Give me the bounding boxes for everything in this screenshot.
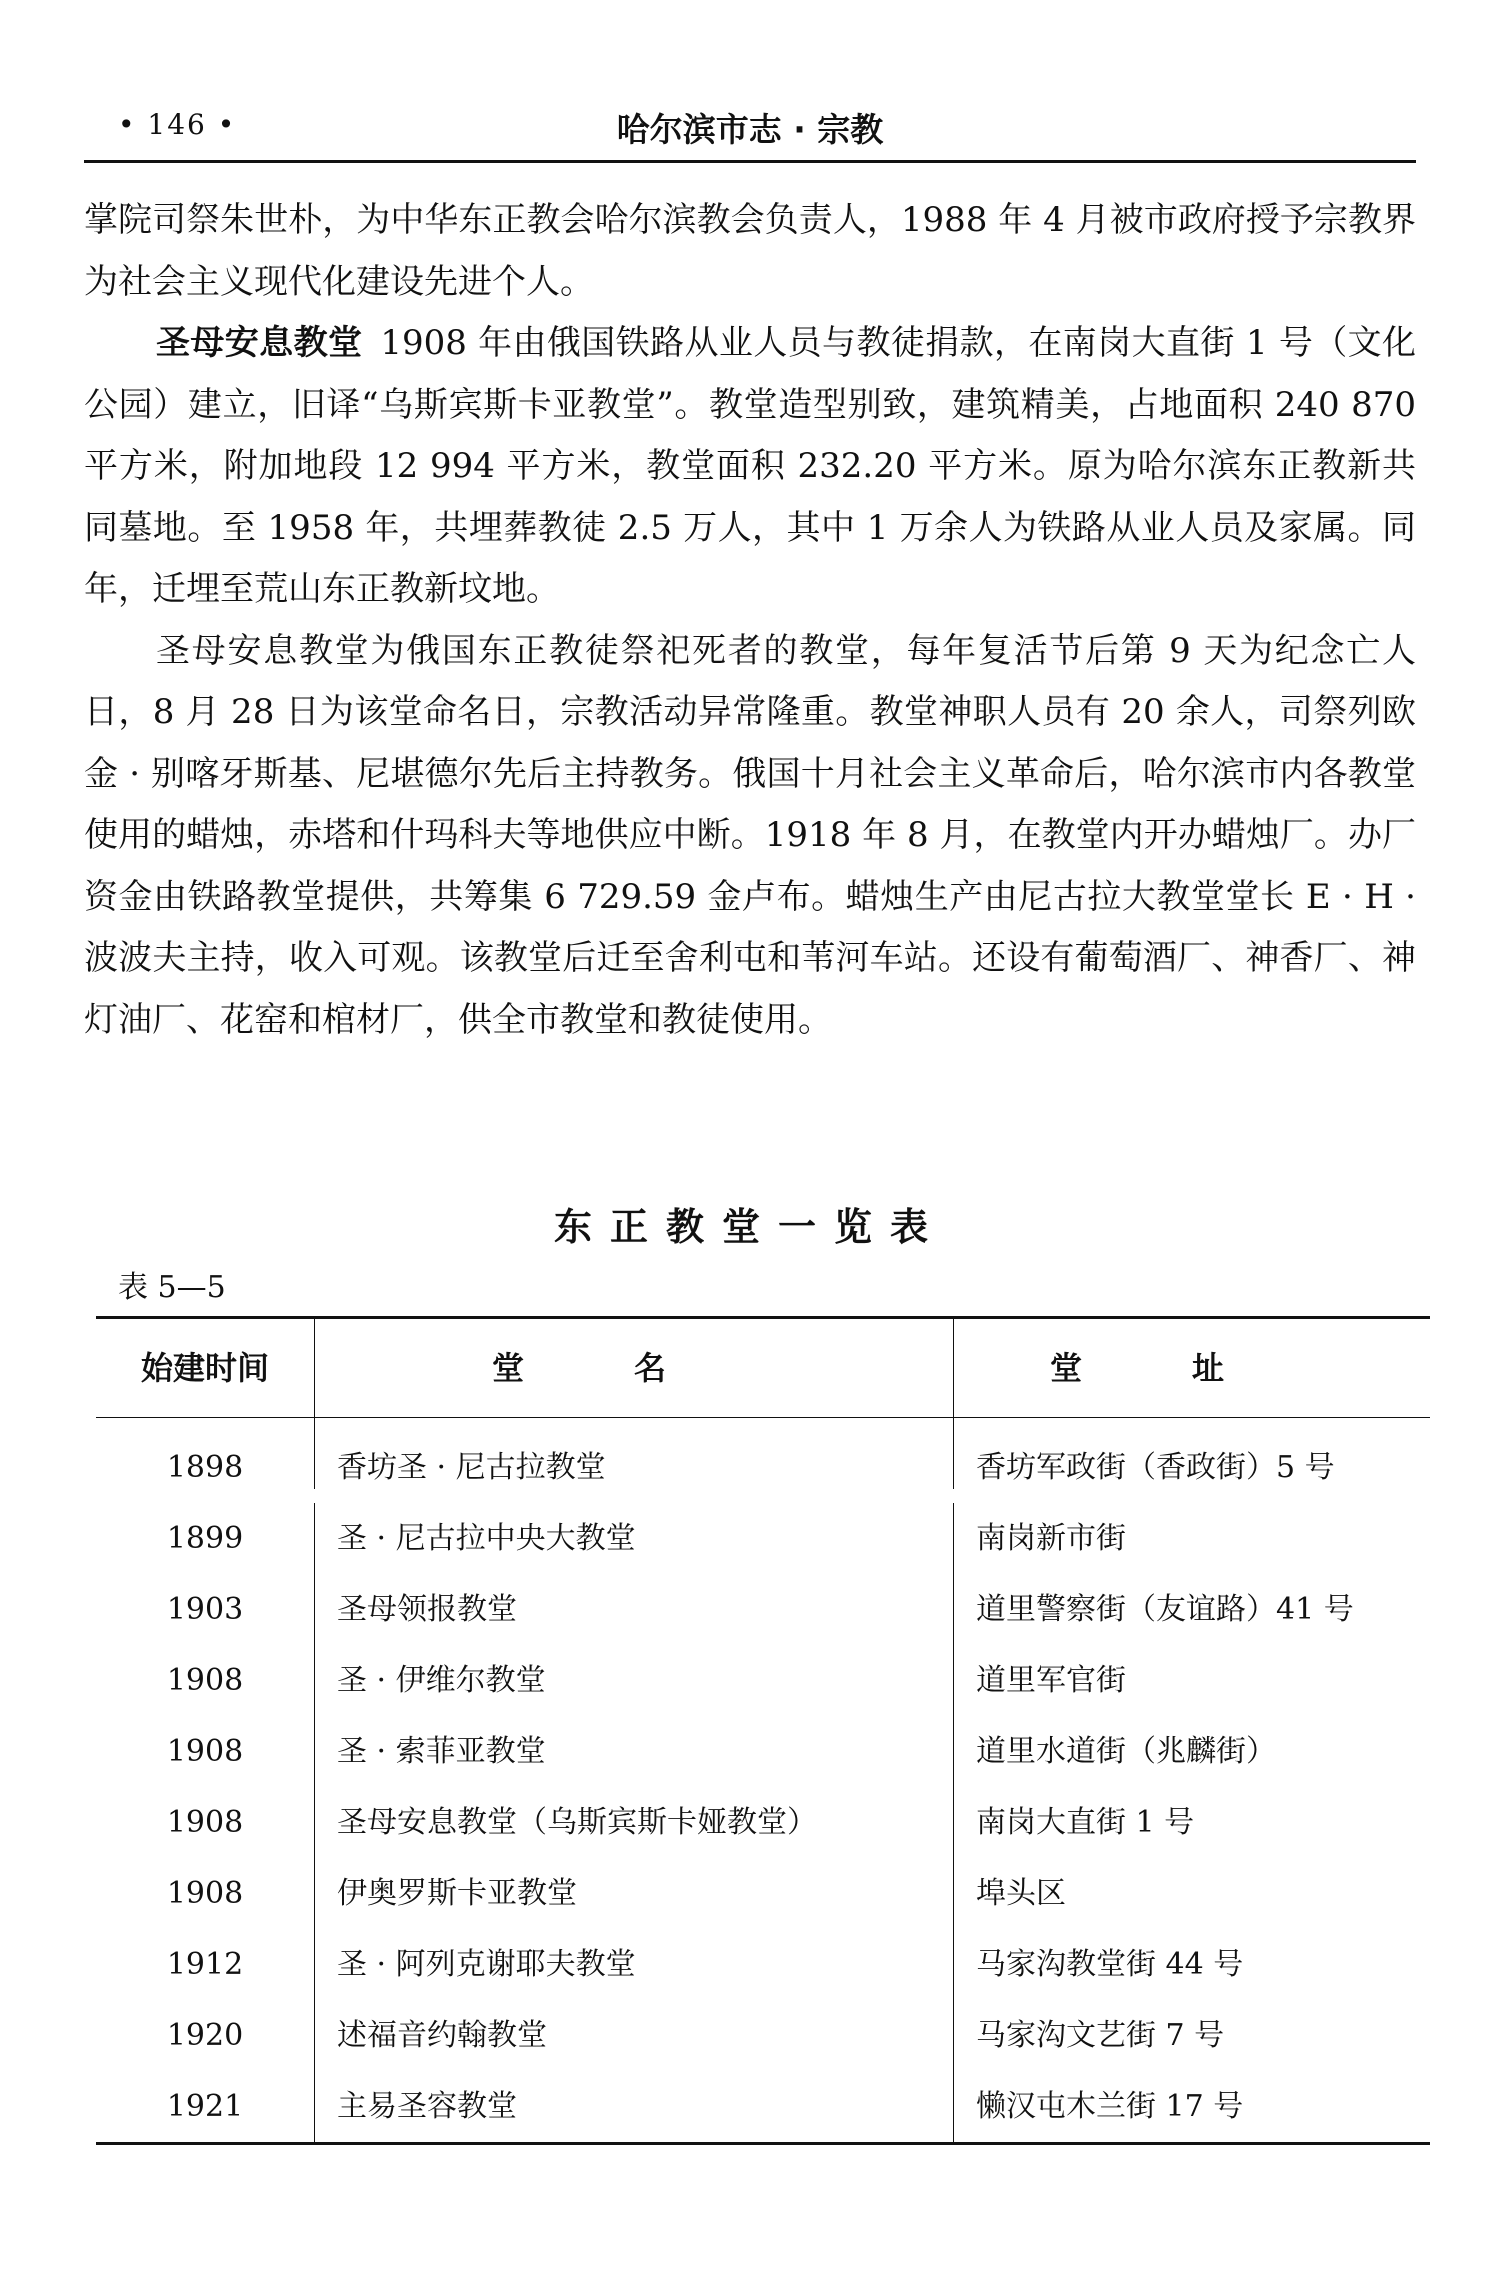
running-title: 哈尔滨市志 · 宗教 [616,110,884,149]
cell-church-name: 圣母领报教堂 [314,1574,954,1645]
cell-year: 1920 [166,2018,244,2053]
table-row [96,1418,1430,1503]
paragraph-2 [84,313,1416,621]
table-row [96,1645,1430,1716]
cell-address: 南岗大直街 1 号 [976,1805,1195,1840]
page-number: • 146 • [118,108,237,141]
table-row [96,1929,1430,2000]
table-row [96,1574,1430,1645]
cell-year: 1912 [166,1947,244,1982]
table-row [96,1503,1430,1574]
cell-year: 1898 [166,1450,244,1485]
cell-church-name: 圣 · 尼古拉中央大教堂 [314,1503,954,1574]
cell-year: 1908 [166,1734,244,1769]
table-title: 东正教堂一览表 [553,1205,946,1249]
cell-year: 1908 [166,1663,244,1698]
paragraph-1: 掌院司祭朱世朴，为中华东正教会哈尔滨教会负责人，1988 年 4 月被市政府授予宗教界为社会主义现代化建设先进个人。 [84,200,1416,302]
table-body [96,1418,1430,2142]
cell-church-name: 圣 · 阿列克谢耶夫教堂 [314,1929,954,2000]
table-row [96,1787,1430,1858]
cell-address: 南岗新市街 [976,1521,1126,1556]
table-row [96,2000,1430,2071]
table-row [96,2071,1430,2142]
cell-year: 1921 [166,2089,244,2124]
cell-address: 道里警察街（友谊路）41 号 [976,1592,1354,1627]
cell-church-name: 圣 · 索菲亚教堂 [314,1716,954,1787]
cell-year: 1908 [166,1805,244,1840]
cell-address: 埠头区 [976,1876,1066,1911]
body-text [84,190,1416,1051]
cell-church-name: 伊奥罗斯卡亚教堂 [314,1858,954,1929]
cell-address: 香坊军政街（香政街）5 号 [976,1450,1335,1485]
cell-address: 马家沟教堂街 44 号 [976,1947,1244,1982]
church-table [96,1316,1430,2145]
cell-church-name: 香坊圣 · 尼古拉教堂 [314,1418,954,1489]
paragraph-3: 圣母安息教堂为俄国东正教徒祭祀死者的教堂，每年复活节后第 9 天为纪念亡人日，8 月 28 日为该堂命名日，宗教活动异常隆重。教堂神职人员有 20 余人，司祭列欧金 · 别喀牙斯基、尼堪德尔先后主持教务。俄国十月社会主义革命后，哈尔滨市内各教堂使用的蜡烛，赤塔和什玛科夫等地供应中断。1918 年 8 月，在教堂内开办蜡烛厂。办厂资金由铁路教堂提供，共筹集 6 729.59 金卢布。蜡烛生产由尼古拉大教堂堂长 E · H · 波波夫主持，收入可观。该教堂后迁至舍利屯和苇河车站。还设有葡萄酒厂、神香厂、神灯油厂、花窑和棺材厂，供全市教堂和教徒使用。 [84,630,1416,1040]
cell-address: 道里水道街（兆麟街） [976,1734,1276,1769]
cell-address: 道里军官街 [976,1663,1126,1698]
cell-year: 1899 [166,1521,244,1556]
cell-church-name: 圣 · 伊维尔教堂 [314,1645,954,1716]
entry-text: 1908 年由俄国铁路从业人员与教徒捐款，在南岗大直街 1 号（文化公园）建立，旧译“乌斯宾斯卡亚教堂”。教堂造型别致，建筑精美，占地面积 240 870 平方米，附加地段 12 994 平方米，教堂面积 232.20 平方米。原为哈尔滨东正教新共同墓地。至 1958 年，共埋葬教徒 2.5 万人，其中 1 万余人为铁路从业人员及家属。同年，迁埋至荒山东正教新坟地。 [84,323,1416,609]
cell-church-name: 主易圣容教堂 [314,2071,954,2142]
column-header-name: 堂名 [314,1319,954,1417]
table-bottom-rule [96,2142,1430,2145]
table-number: 表 5—5 [118,1270,226,1305]
cell-year: 1908 [166,1876,244,1911]
entry-term: 圣母安息教堂 [156,323,363,363]
cell-address: 懒汉屯木兰街 17 号 [976,2089,1244,2124]
cell-church-name: 圣母安息教堂（乌斯宾斯卡娅教堂） [314,1787,954,1858]
column-header-year: 始建时间 [140,1349,269,1387]
table-row [96,1716,1430,1787]
table-row [96,1858,1430,1929]
header-rule [84,160,1416,163]
table-header-row [96,1319,1430,1417]
cell-year: 1903 [166,1592,244,1627]
cell-address: 马家沟文艺街 7 号 [976,2018,1225,2053]
column-header-address: 堂址 [1049,1349,1334,1387]
cell-church-name: 述福音约翰教堂 [314,2000,954,2071]
